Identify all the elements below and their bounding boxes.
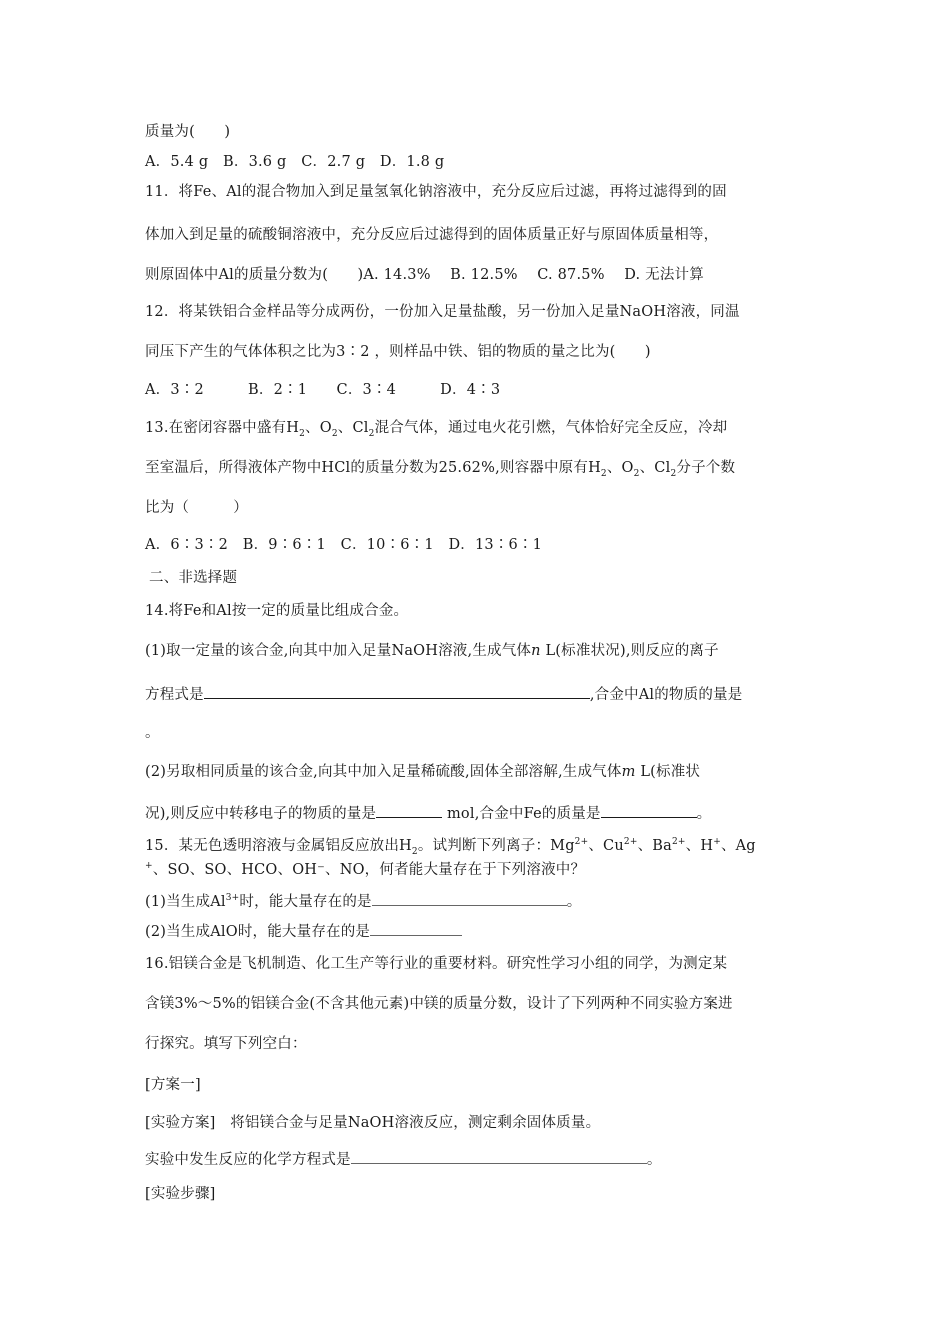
q13-line2: 至室温后，所得液体产物中HCl的质量分数为25.62%,则容器中原有$H_2$、$O_2$、$Cl_2$分子个数 [145,460,736,479]
q16-line1: 16.铝镁合金是飞机制造、化工生产等行业的重要材料。研究性学习小组的同学，为测定某 [145,956,728,972]
q14-part1-line1: (1)取一定量的该合金,向其中加入足量NaOH溶液,生成气体n L(标准状况),则反应的离子 [145,643,719,659]
q15-part1: (1)当生成$Al^{3+}$时，能大量存在的是 。 [145,890,815,912]
q13-line1: 13.在密闭容器中盛有$H_2$、$O_2$、$Cl_2$混合气体，通过电火花引燃，气体恰好完全反应，冷却 [145,420,728,439]
q11-line1: 11．将Fe、Al的混合物加入到足量氢氧化钠溶液中，充分反应后过滤，再将过滤得到的固 [145,184,727,200]
q14-part1-line2: 方程式是 ,合金中Al的物质的量是 [145,683,815,705]
q10-options: A．5.4 g B．3.6 g C．2.7 g D．1.8 g [145,154,445,170]
q14-equation-blank[interactable] [204,683,590,699]
q15-part1-blank[interactable] [372,890,567,906]
q15-line1: 15．某无色透明溶液与金属铝反应放出$H_2$。试判断下列离子：$Mg^{2+}$、$Cu^{2+}$、$Ba^{2+}$、H+、Ag [145,837,756,857]
q16-equation-blank[interactable] [351,1148,647,1164]
q14-part2-line2: 况),则反应中转移电子的物质的量是 mol,合金中Fe的质量是 。 [145,802,815,824]
q13-line3: 比为（ ） [145,500,248,516]
q16-steps: [实验步骤] [145,1186,216,1202]
q14-electron-blank[interactable] [376,802,442,818]
q15-part2-blank[interactable] [370,920,462,936]
q13-options: A．6∶3∶2 B．9∶6∶1 C．10∶6∶1 D．13∶6∶1 [145,537,543,553]
q16-line2: 含镁3%～5%的铝镁合金(不含其他元素)中镁的质量分数，设计了下列两种不同实验方案进 [145,996,733,1012]
q14-intro: 14.将Fe和Al按一定的质量比组成合金。 [145,603,409,619]
q14-part2-line1: (2)另取相同质量的该合金,向其中加入足量稀硫酸,固体全部溶解,生成气体m L(标准状 [145,764,701,780]
q14-part1-line3: 。 [145,725,160,741]
q11-line2: 体加入到足量的硫酸铜溶液中，充分反应后过滤得到的固体质量正好与原固体质量相等， [145,227,719,243]
q12-line1: 12．将某铁铝合金样品等分成两份，一份加入足量盐酸，另一份加入足量NaOH溶液，同温 [145,304,740,320]
q14-fe-mass-blank[interactable] [601,802,697,818]
q15-line2: +、SO、SO、HCO、OH⁻、NO，何者能大量存在于下列溶液中？ [145,861,586,878]
q16-line3: 行探究。填写下列空白： [145,1036,307,1052]
q10-tail: 质量为( ) [145,124,231,140]
q16-plan1: [方案一] [145,1077,201,1093]
q16-equation: 实验中发生反应的化学方程式是 。 [145,1148,815,1170]
q16-scheme: [实验方案] 将铝镁合金与足量NaOH溶液反应，测定剩余固体质量。 [145,1115,601,1131]
q12-line2: 同压下产生的气体体积之比为3∶2 ，则样品中铁、铝的物质的量之比为( ) [145,344,651,360]
section-heading: 二、非选择题 [149,570,238,586]
q15-part2: (2)当生成AlO时，能大量存在的是 [145,920,815,942]
q12-options: A．3∶2 B．2∶1 C．3∶4 D．4∶3 [145,382,501,398]
q11-line3: 则原固体中Al的质量分数为( )A. 14.3% B. 12.5% C. 87.5% D. 无法计算 [145,267,704,283]
